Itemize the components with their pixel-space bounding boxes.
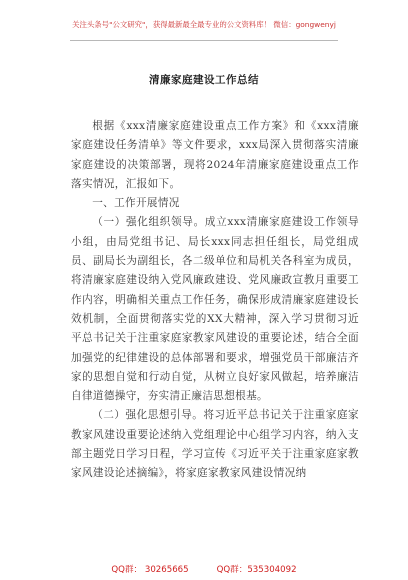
document-body: [71, 117, 359, 484]
footer-qq-groups: [0, 563, 408, 575]
header-note: 关注头条号"公文研究"，获得最新最全最专业的公文资料库！ 微信：gongwenyj: [72, 20, 336, 29]
section-heading: 一、工作开展情况: [92, 197, 180, 210]
footer-qq-group-2: QQ群：535304092: [216, 565, 297, 575]
paragraph-organization: （一）强化组织领导。成立xxx清廉家庭建设工作领导小组，由局党组书记、局长xxx同志担任组长，局党组成员、副局长为副组长，各二级单位和局机关各科室为成员，将清廉家庭建设纳入党风廉政建设、党风廉政宣教月重要工作内容，明确相关重点工作任务，确保形成清廉家庭建设长效机制，全面贯彻落实党的XX大精神，深入学习贯彻习近平总书记关于注重家庭家教家风建设的重要论述，结合全面加强党的纪律建设的总体部署和要求，增强党员干部廉洁齐家的思想自觉和行动自觉，从树立良好家风做起，培养廉洁自律道德操守，夯实清正廉洁思想根基。: [71, 216, 359, 403]
header-divider: [70, 40, 338, 41]
footer-qq-group-1: QQ群： 30265665: [111, 565, 189, 575]
document-title: 清廉家庭建设工作总结: [149, 74, 259, 86]
intro-paragraph: 根据《xxx清廉家庭建设重点工作方案》和《xxx清廉家庭建设任务清单》等文件要求，xxx局深入贯彻落实清廉家庭建设的决策部署，现将2024年清廉家庭建设重点工作落实情况，汇报如下。: [71, 120, 359, 190]
paragraph-guidance: （二）强化思想引导。将习近平总书记关于注重家庭家教家风建设重要论述纳入党组理论中心组学习内容，纳入支部主题党日学习日程，学习宣传《习近平关于注重家庭家教家风建设论述摘编》，将家庭家教家风建设情况纳: [71, 409, 359, 480]
